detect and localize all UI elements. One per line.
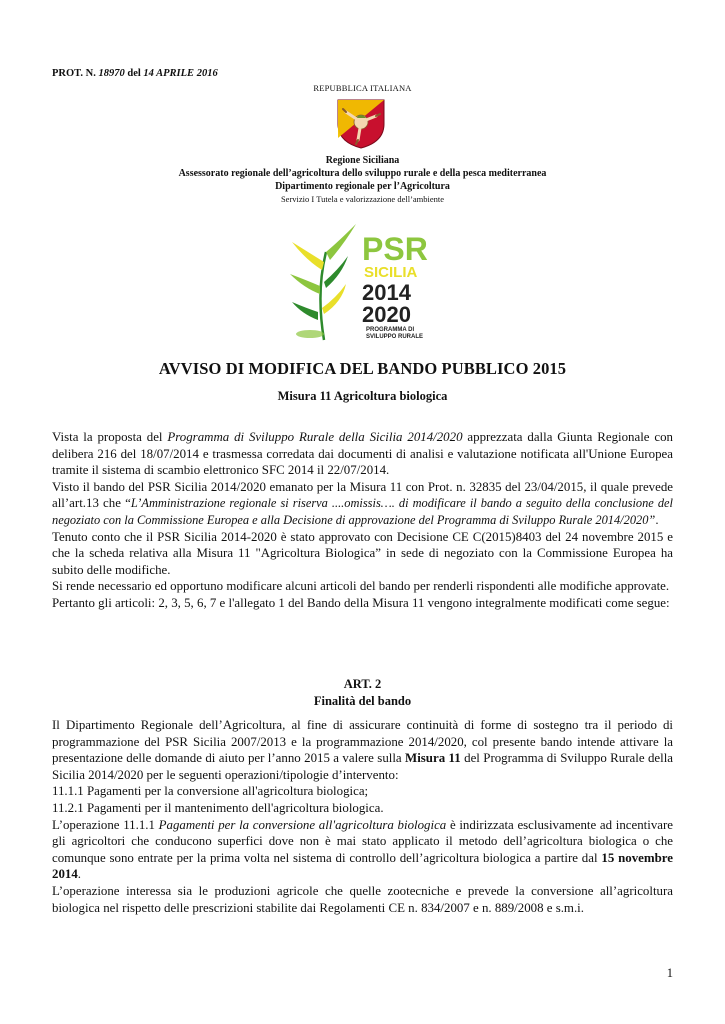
logo-psr: PSR xyxy=(362,231,428,267)
wheat-ears-icon xyxy=(290,224,356,340)
article-number: ART. 2 xyxy=(343,677,382,691)
page-number: 1 xyxy=(666,966,673,980)
list-item: 11.2.1 Pagamenti per il mantenimento dell'agricoltura biologica. xyxy=(52,800,384,815)
page-title: AVVISO DI MODIFICA DEL BANDO PUBBLICO 2015 xyxy=(158,359,567,378)
article-paragraph: Il Dipartimento Regionale dell’Agricoltura, al fine di assicurare continuità di forme di sostegno tra il periodo di programmazione del PSR Sicilia 2007/2013 e la programmazione 2014/2020, col presente bando intende attivare la presentazione delle domande di aiuto per l’anno 2015 a valere sulla Misura 11 del Programma di Sviluppo Rurale della Sicilia 2014/2020 per le seguenti operazioni/tipologie d’intervento: xyxy=(52,718,673,782)
logo-year-start: 2014 xyxy=(362,280,411,305)
logo-sicilia: SICILIA xyxy=(364,264,418,281)
article-heading: Finalità del bando xyxy=(313,694,412,708)
list-item: 11.1.1 Pagamenti per la conversione all'agricoltura biologica; xyxy=(52,784,369,799)
intro-paragraph: Si rende necessario ed opportuno modificare alcuni articoli del bando per renderli rispondenti alle modifiche approvate. xyxy=(52,579,670,594)
protocol-date: 14 APRILE 2016 xyxy=(143,68,218,79)
intro-section xyxy=(52,429,673,612)
republic-label: REPUBBLICA ITALIANA xyxy=(313,83,412,93)
protocol-number: 18970 xyxy=(98,68,125,79)
region-name: Regione Siciliana xyxy=(325,155,400,166)
psr-sicilia-logo xyxy=(286,222,436,342)
sicily-coat-of-arms-icon xyxy=(334,98,388,150)
logo-sviluppo: SVILUPPO RURALE xyxy=(366,334,424,340)
assessorato-name: Assessorato regionale dell’agricoltura dello sviluppo rurale e della pesca mediterranea xyxy=(178,168,547,179)
protocol-line xyxy=(52,68,218,79)
article-paragraph: L’operazione 11.1.1 Pagamenti per la conversione all'agricoltura biologica è indirizzata esclusivamente ad incentivare gli agricoltori che conducono superfici dove non è mai stato applicato il metodo dell’agricoltura biologica o che comunque sono entrate per la prima volta nel sistema di controllo dell’agricoltura biologica a partire dal 15 novembre 2014. xyxy=(52,817,674,882)
intro-paragraph: Vista la proposta del Programma di Sviluppo Rurale della Sicilia 2014/2020 apprezzata dalla Giunta Regionale con delibera 216 del 18/07/2014 e trasmessa corredata dai documenti di analisi e valutazione notificata all'Unione Europea tramite il sistema di scambio elettronico SFC 2014 il 22/07/2014. xyxy=(52,430,673,478)
intro-paragraph: Pertanto gli articoli: 2, 3, 5, 6, 7 e l'allegato 1 del Bando della Misura 11 vengono integralmente modificati come segue: xyxy=(52,595,670,610)
logo-year-end: 2020 xyxy=(362,302,411,327)
dipartimento-name: Dipartimento regionale per l’Agricoltura xyxy=(275,181,450,192)
intro-paragraph: Visto il bando del PSR Sicilia 2014/2020 emanato per la Misura 11 con Prot. n. 32835 del 23/04/2015, il quale prevede all’art.13 che “L’Amministrazione regionale si riserva ....omissis…. di modificare il bando a seguito della conclusione del negoziato con la Commissione Europea e alla Decisione di approvazione del Programma di Sviluppo Rurale 2014/2020”. xyxy=(52,479,673,527)
article-body xyxy=(52,717,673,916)
logo-programma: PROGRAMMA DI xyxy=(366,327,415,333)
protocol-label: PROT. N. xyxy=(52,68,96,79)
article-paragraph: L’operazione interessa sia le produzioni agricole che quelle zootecniche e prevede la conversione all’agricoltura biologica nel rispetto delle prescrizioni stabilite dai Regolamenti CE n. 834/2007 e n. 889/2008 e s.m.i. xyxy=(52,883,673,915)
page-subtitle: Misura 11 Agricoltura biologica xyxy=(277,389,448,403)
intro-paragraph: Tenuto conto che il PSR Sicilia 2014-2020 è stato approvato con Decisione CE C(2015)8403 del 24 novembre 2015 e che la scheda relativa alla Misura 11 "Agricoltura Biologica” in sede di negoziato con la Commissione Europea ha subito delle modifiche. xyxy=(52,529,673,577)
protocol-del: del xyxy=(127,68,141,79)
servizio-name: Servizio I Tutela e valorizzazione dell’ambiente xyxy=(280,194,445,204)
